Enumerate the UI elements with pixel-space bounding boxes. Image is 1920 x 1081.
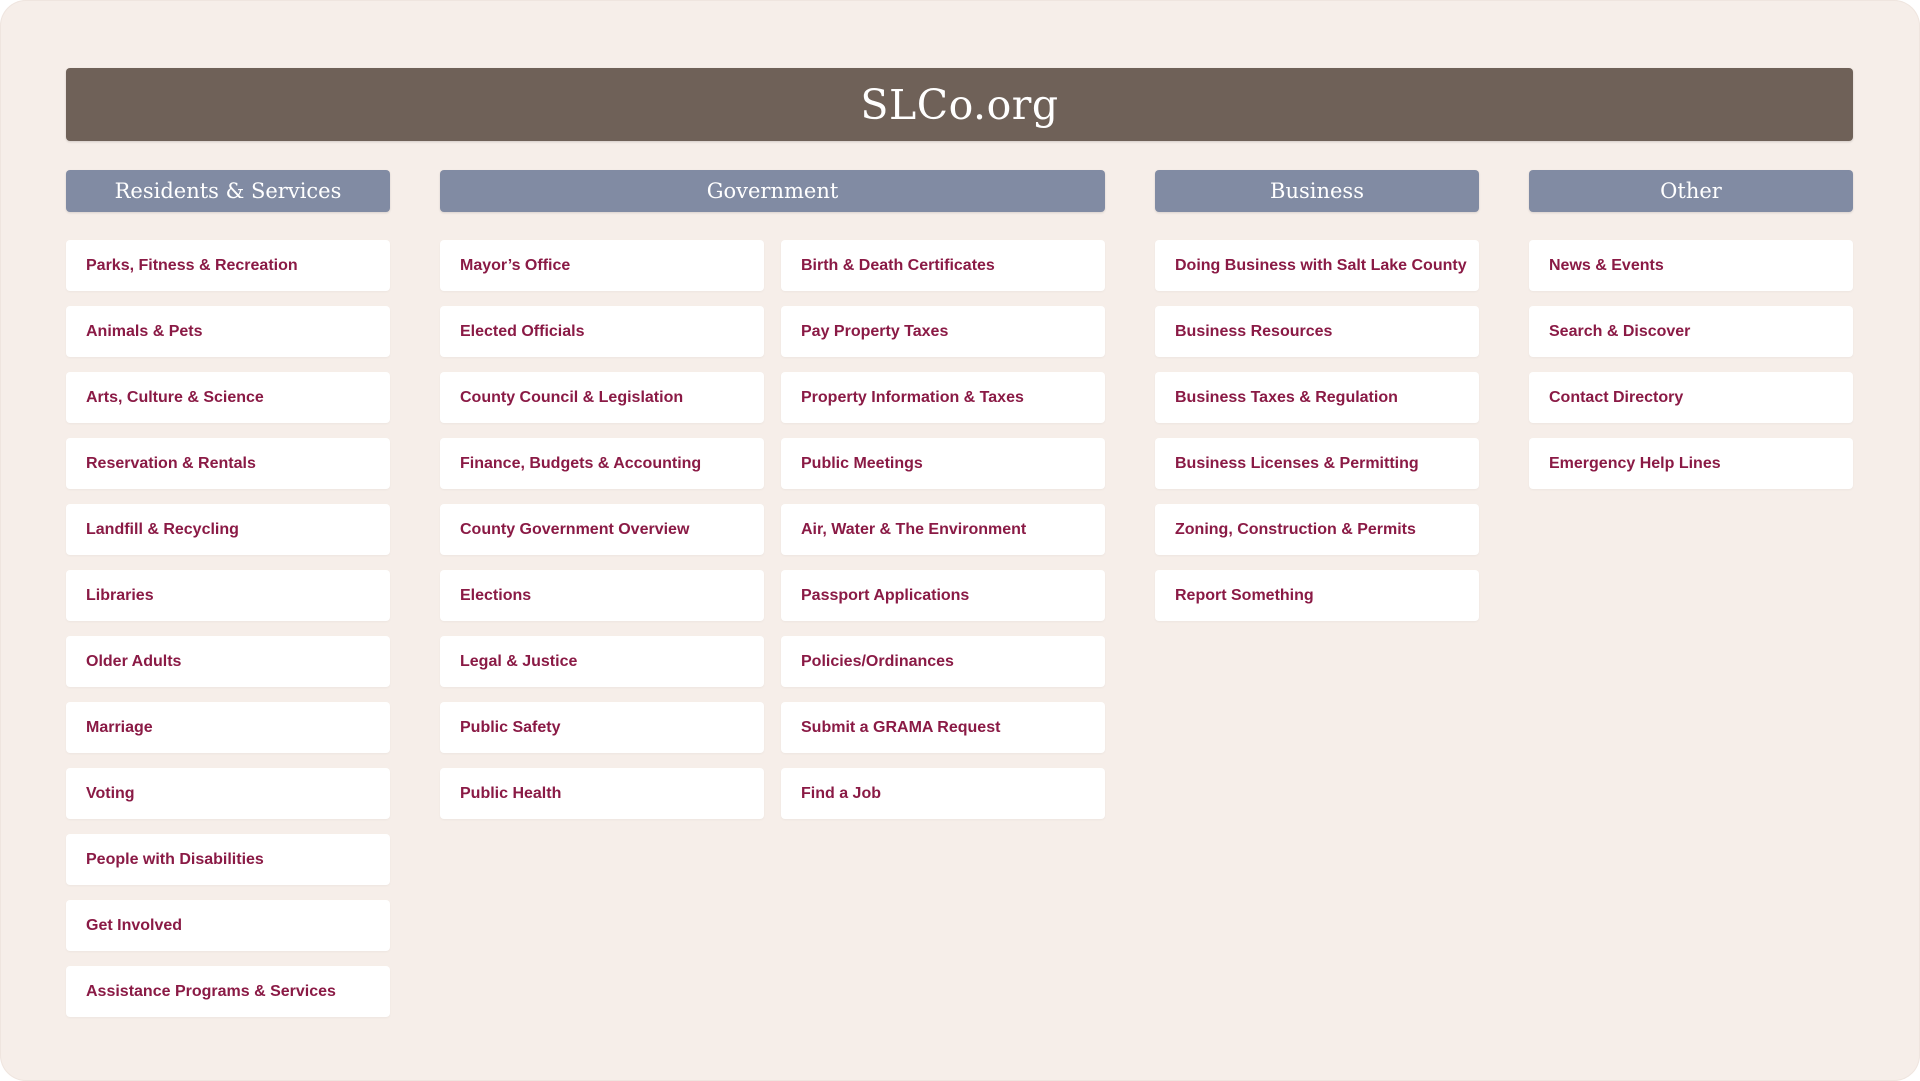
- link-county-council-legislation[interactable]: County Council & Legislation: [440, 372, 764, 423]
- link-emergency-help-lines[interactable]: Emergency Help Lines: [1529, 438, 1853, 489]
- link-parks-fitness-recreation[interactable]: Parks, Fitness & Recreation: [66, 240, 390, 291]
- link-elections[interactable]: Elections: [440, 570, 764, 621]
- residents-link-list: [66, 240, 390, 1017]
- link-public-meetings[interactable]: Public Meetings: [781, 438, 1105, 489]
- link-voting[interactable]: Voting: [66, 768, 390, 819]
- link-arts-culture-science[interactable]: Arts, Culture & Science: [66, 372, 390, 423]
- link-assistance-programs-services[interactable]: Assistance Programs & Services: [66, 966, 390, 1017]
- link-public-safety[interactable]: Public Safety: [440, 702, 764, 753]
- link-submit-grama-request[interactable]: Submit a GRAMA Request: [781, 702, 1105, 753]
- link-public-health[interactable]: Public Health: [440, 768, 764, 819]
- link-business-resources[interactable]: Business Resources: [1155, 306, 1479, 357]
- column-header-residents: Residents & Services: [66, 170, 390, 212]
- link-search-discover[interactable]: Search & Discover: [1529, 306, 1853, 357]
- link-contact-directory[interactable]: Contact Directory: [1529, 372, 1853, 423]
- link-birth-death-certificates[interactable]: Birth & Death Certificates: [781, 240, 1105, 291]
- link-finance-budgets-accounting[interactable]: Finance, Budgets & Accounting: [440, 438, 764, 489]
- link-doing-business-with-county[interactable]: Doing Business with Salt Lake County: [1155, 240, 1479, 291]
- link-get-involved[interactable]: Get Involved: [66, 900, 390, 951]
- other-link-list: [1529, 240, 1853, 489]
- link-elected-officials[interactable]: Elected Officials: [440, 306, 764, 357]
- link-landfill-recycling[interactable]: Landfill & Recycling: [66, 504, 390, 555]
- link-libraries[interactable]: Libraries: [66, 570, 390, 621]
- column-header-government: Government: [440, 170, 1105, 212]
- link-legal-justice[interactable]: Legal & Justice: [440, 636, 764, 687]
- site-title[interactable]: SLCo.org: [66, 68, 1853, 141]
- government-link-list-left: [440, 240, 764, 819]
- link-county-government-overview[interactable]: County Government Overview: [440, 504, 764, 555]
- link-marriage[interactable]: Marriage: [66, 702, 390, 753]
- link-reservation-rentals[interactable]: Reservation & Rentals: [66, 438, 390, 489]
- link-animals-pets[interactable]: Animals & Pets: [66, 306, 390, 357]
- link-passport-applications[interactable]: Passport Applications: [781, 570, 1105, 621]
- government-link-list-right: [781, 240, 1105, 819]
- link-older-adults[interactable]: Older Adults: [66, 636, 390, 687]
- link-air-water-environment[interactable]: Air, Water & The Environment: [781, 504, 1105, 555]
- link-mayors-office[interactable]: Mayor’s Office: [440, 240, 764, 291]
- link-property-information-taxes[interactable]: Property Information & Taxes: [781, 372, 1105, 423]
- column-header-other: Other: [1529, 170, 1853, 212]
- column-header-business: Business: [1155, 170, 1479, 212]
- link-zoning-construction-permits[interactable]: Zoning, Construction & Permits: [1155, 504, 1479, 555]
- link-report-something[interactable]: Report Something: [1155, 570, 1479, 621]
- link-business-licenses-permitting[interactable]: Business Licenses & Permitting: [1155, 438, 1479, 489]
- link-people-with-disabilities[interactable]: People with Disabilities: [66, 834, 390, 885]
- link-find-a-job[interactable]: Find a Job: [781, 768, 1105, 819]
- link-pay-property-taxes[interactable]: Pay Property Taxes: [781, 306, 1105, 357]
- link-policies-ordinances[interactable]: Policies/Ordinances: [781, 636, 1105, 687]
- business-link-list: [1155, 240, 1479, 621]
- link-news-events[interactable]: News & Events: [1529, 240, 1853, 291]
- link-business-taxes-regulation[interactable]: Business Taxes & Regulation: [1155, 372, 1479, 423]
